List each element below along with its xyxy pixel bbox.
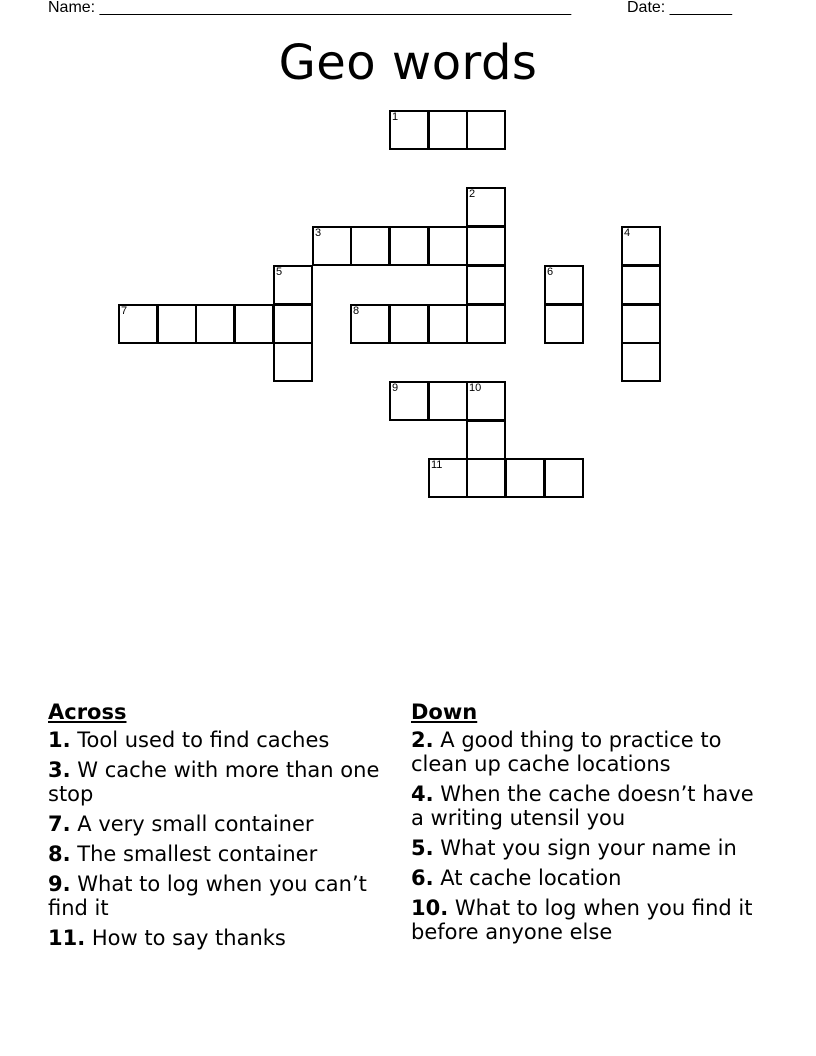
- grid-cell[interactable]: [350, 226, 390, 266]
- clue-text: W cache with more than one stop: [48, 758, 380, 806]
- grid-cell[interactable]: [428, 458, 468, 498]
- grid-cell[interactable]: [273, 304, 313, 344]
- name-field[interactable]: Name: _____________________________________________________: [48, 0, 572, 16]
- grid-cell[interactable]: [466, 420, 506, 460]
- grid-cell[interactable]: [273, 342, 313, 382]
- down-clue: [411, 896, 756, 944]
- grid-cell[interactable]: [389, 381, 429, 421]
- across-clue: [48, 926, 393, 950]
- down-clue: [411, 836, 756, 860]
- clue-number: 8: [353, 305, 360, 317]
- grid-cell[interactable]: [428, 381, 468, 421]
- clue-text: What to log when you find it before anyone else: [411, 896, 753, 944]
- down-clue: [411, 728, 756, 776]
- grid-cell[interactable]: [273, 265, 313, 305]
- down-heading: Down: [411, 700, 478, 724]
- grid-cell[interactable]: [544, 458, 584, 498]
- clue-number: 8.: [48, 842, 71, 866]
- across-clue: [48, 842, 393, 866]
- grid-cell[interactable]: [621, 304, 661, 344]
- clue-text: Tool used to find caches: [77, 728, 330, 752]
- grid-cell[interactable]: [466, 304, 506, 344]
- down-clue: [411, 782, 756, 830]
- grid-cell[interactable]: [466, 381, 506, 421]
- grid-cell[interactable]: [428, 304, 468, 344]
- grid-cell[interactable]: [466, 458, 506, 498]
- date-field[interactable]: Date: _______: [627, 0, 732, 16]
- clue-text: What you sign your name in: [440, 836, 737, 860]
- grid-cell[interactable]: [312, 226, 352, 266]
- clue-number: 5: [276, 266, 283, 278]
- clue-text: The smallest container: [77, 842, 318, 866]
- across-clue-list: [48, 728, 393, 950]
- clue-number: 3: [315, 227, 322, 239]
- grid-cell[interactable]: [428, 110, 468, 150]
- clue-number: 6: [547, 266, 554, 278]
- clue-number: 10.: [411, 896, 449, 920]
- clue-text: At cache location: [440, 866, 622, 890]
- clue-number: 6.: [411, 866, 434, 890]
- clue-number: 5.: [411, 836, 434, 860]
- clue-number: 1: [392, 111, 399, 123]
- clue-number: 2.: [411, 728, 434, 752]
- down-clues: [411, 700, 756, 950]
- grid-cell[interactable]: [428, 226, 468, 266]
- grid-cell[interactable]: [350, 304, 390, 344]
- clue-number: 4.: [411, 782, 434, 806]
- clue-number: 1.: [48, 728, 71, 752]
- clue-text: What to log when you can’t find it: [48, 872, 367, 920]
- grid-cell[interactable]: [466, 265, 506, 305]
- clue-number: 10: [469, 382, 482, 394]
- grid-cell[interactable]: [234, 304, 274, 344]
- crossword-grid: [0, 0, 816, 520]
- clue-text: A good thing to practice to clean up cache locations: [411, 728, 722, 776]
- clue-number: 3.: [48, 758, 71, 782]
- grid-cell[interactable]: [118, 304, 158, 344]
- page-title: Geo words: [278, 35, 538, 91]
- clue-number: 9.: [48, 872, 71, 896]
- grid-cell[interactable]: [195, 304, 235, 344]
- across-clue: [48, 728, 393, 752]
- clue-number: 11: [431, 459, 443, 471]
- grid-cell[interactable]: [389, 110, 429, 150]
- clue-number: 4: [624, 227, 631, 239]
- clue-number: 11.: [48, 926, 86, 950]
- clue-number: 2: [469, 188, 476, 200]
- grid-cell[interactable]: [505, 458, 545, 498]
- clue-number: 9: [392, 382, 399, 394]
- grid-cell[interactable]: [621, 226, 661, 266]
- across-heading: Across: [48, 700, 127, 724]
- clue-text: When the cache doesn’t have a writing utensil you: [411, 782, 754, 830]
- clue-text: A very small container: [77, 812, 314, 836]
- grid-cell[interactable]: [544, 265, 584, 305]
- grid-cell[interactable]: [621, 265, 661, 305]
- clue-number: 7: [121, 305, 128, 317]
- grid-cell[interactable]: [621, 342, 661, 382]
- across-clue: [48, 812, 393, 836]
- clue-number: 7.: [48, 812, 71, 836]
- grid-cell[interactable]: [466, 226, 506, 266]
- across-clues: [48, 700, 393, 956]
- grid-cell[interactable]: [544, 304, 584, 344]
- grid-cell[interactable]: [389, 304, 429, 344]
- grid-cell[interactable]: [157, 304, 197, 344]
- across-clue: [48, 758, 393, 806]
- down-clue: [411, 866, 756, 890]
- down-clue-list: [411, 728, 756, 944]
- grid-cell[interactable]: [466, 110, 506, 150]
- grid-cell[interactable]: [466, 187, 506, 227]
- clue-text: How to say thanks: [91, 926, 286, 950]
- grid-cell[interactable]: [389, 226, 429, 266]
- across-clue: [48, 872, 393, 920]
